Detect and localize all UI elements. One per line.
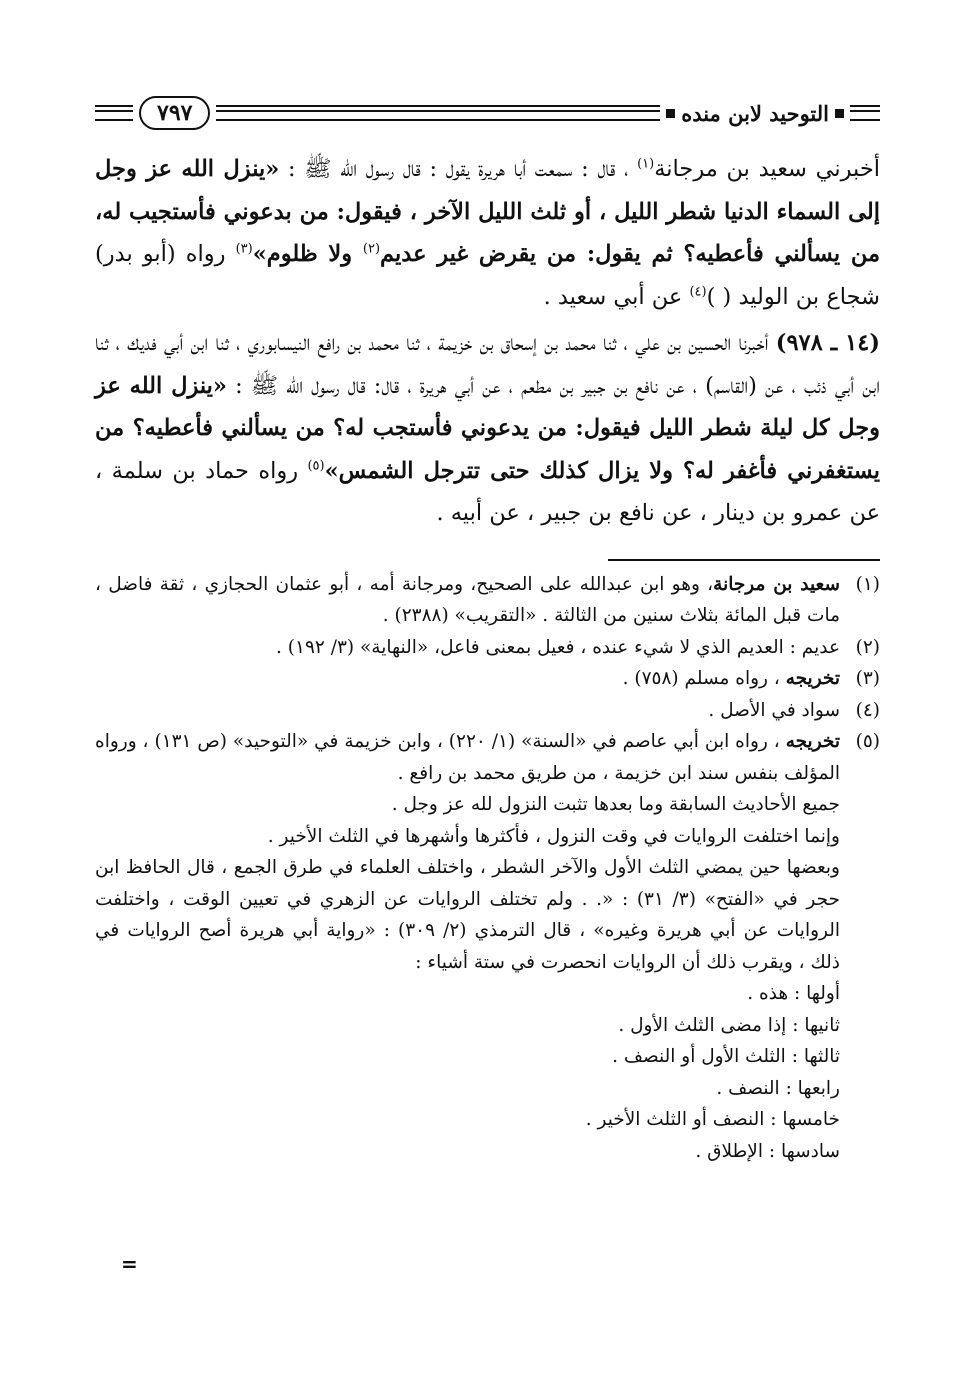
continuation-mark: = — [121, 1252, 138, 1276]
book-title: التوحيد لابن منده — [681, 100, 829, 126]
footnote-separator — [608, 559, 880, 561]
list-item: سادسها : الإطلاق . — [695, 1140, 840, 1162]
footnote-bold: سعيد بن مرجانة — [713, 573, 840, 595]
hadith-matn: «ينزل الله عز وجل إلى السماء الدنيا شطر الليل ، أو ثلث الليل الآخر ، فيقول: من بدعوني فأستجيب له، من يسألني فأعطيه؟ ثم يقول: من يقرض غير عديم — [95, 156, 881, 267]
hadith-matn: ولا ظلوم» — [252, 241, 363, 267]
footnote-ref: (٥) — [307, 458, 325, 473]
hadith-text: رواه (أبو بدر) شجاع بن الوليد ( ) — [95, 241, 880, 310]
footnote-continuation — [95, 789, 880, 1167]
footnote-line: وإنما اختلفت الروايات في وقت النزول ، فأكثرها وأشهرها في الثلث الأخير . — [267, 825, 840, 847]
footnote-ref: (٤) — [689, 284, 707, 299]
list-item: أولها : هذه . — [747, 983, 840, 1004]
footnote-text — [95, 695, 840, 727]
header-title-block — [666, 101, 844, 126]
footnote-body: ، رواه مسلم (٧٥٨) . — [622, 668, 786, 689]
hadith-paragraph — [95, 322, 880, 535]
footnote — [95, 695, 880, 727]
footnote — [95, 632, 880, 664]
list-item: رابعها : النصف . — [716, 1077, 840, 1099]
list-item: ثانيها : إذا مضى الثلث الأول . — [618, 1014, 840, 1036]
footnote-text — [95, 663, 840, 695]
footnote — [95, 569, 880, 632]
hadith-number: (١٤ ـ ٩٧٨) — [775, 330, 880, 356]
footnote-line: جميع الأحاديث السابقة وما بعدها تثبت النزول لله عز وجل . — [391, 794, 840, 815]
footnote-text — [95, 569, 840, 632]
list-item: ثالثها : الثلث الأول أو النصف . — [612, 1046, 840, 1067]
footnote-body: عديم : العديم الذي لا شيء عنده ، فعيل بمعنى فاعل، «النهاية» (٣/ ١٩٢) . — [276, 636, 840, 658]
footnotes — [95, 569, 880, 1168]
footnote-ref: (٣) — [235, 241, 253, 257]
footnote-line: وبعضها حين يمضي الثلث الأول والآخر الشطر ، واختلف العلماء في طرق الجمع ، قال الحافظ ابن حجر في «الفتح» (٣/ ٣١) : «. . ولم تختلف الروايات عن الزهري في تعيين الوقت ، واختلفت الروايات عن أبي هريرة وغيره» ، قال الترمذي (٢/ ٣٠٩) : «رواية أبي هريرة أصح الروايات في ذلك ، ويقرب ذلك أن الروايات انحصرت في ستة أشياء : — [95, 857, 840, 973]
footnote-number: (٤) — [855, 699, 880, 721]
footnote — [95, 663, 880, 695]
footnote-ref: (١) — [637, 156, 655, 172]
footnote-number: (٣) — [855, 668, 880, 689]
footnote-number: (٥) — [855, 731, 880, 752]
footnote-ref: (٢) — [362, 241, 381, 257]
book-page — [95, 88, 880, 1288]
hadith-text: أخبرنا الحسين بن علي ، ثنا محمد بن إسحاق بن خزيمة ، ثنا محمد بن رافع النيسابوري ، ثنا ابن أبي فديك ، ثنا ابن أبي ذئب ، عن (القاسم) ، عن نافع بن جبير بن مطعم ، عن أبي هريرة ، قال: قال رسول الله ﷺ : — [95, 330, 880, 399]
square-ornament-icon — [666, 109, 675, 118]
footnote-number: (١) — [855, 573, 880, 595]
footnote — [95, 726, 880, 789]
footnote-body: ، رواه ابن أبي عاصم في «السنة» (١/ ٢٢٠) ، وابن خزيمة في «التوحيد» (ص ١٣١) ، ورواه المؤلف بنفس سند ابن خزيمة ، من طريق محمد بن رافع . — [95, 731, 840, 784]
list-item: خامسها : النصف أو الثلث الأخير . — [585, 1109, 840, 1130]
hadith-matn: «ينزل الله عز وجل كل ليلة شطر الليل فيقول: من يدعوني فأستجب له؟ من يسألني فأعطيه؟ من يستغفرني فأغفر له؟ ولا يزال كذلك حتى تترجل الشمس» — [95, 372, 880, 484]
hadith-text: عن أبي سعيد . — [543, 283, 690, 310]
hadith-text: ، قال : سمعت أبا هريرة يقول : قال رسول الله ﷺ : — [279, 156, 638, 182]
footnote-number: (٢) — [855, 636, 880, 658]
page-number: ٧٩٧ — [139, 96, 210, 130]
footnote-text — [95, 632, 840, 664]
hadith-paragraph — [95, 148, 880, 318]
footnote-body: سواد في الأصل . — [708, 699, 840, 721]
running-header — [95, 88, 880, 138]
footnote-text — [95, 726, 840, 789]
footnote-body: ، وهو ابن عبدالله على الصحيح، ومرجانة أمه ، أبو عثمان الحجازي ، ثقة فاضل ، مات قبل المائة بثلاث سنين من الثالثة . «التقريب» (٢٣٨٨) . — [95, 573, 840, 626]
header-rule — [216, 105, 660, 121]
hadith-text: أخبرني سعيد بن مرجانة — [654, 156, 880, 182]
header-rule — [95, 105, 133, 121]
main-text — [95, 148, 880, 535]
hadith-text: رواه حماد بن سلمة ، عن عمرو بن دينار ، عن نافع بن جبير ، عن أبيه . — [95, 457, 880, 526]
footnote-bold: تخريجه — [785, 731, 840, 752]
header-rule — [850, 105, 880, 121]
square-ornament-icon — [835, 109, 844, 118]
footnote-bold: تخريجه — [785, 668, 840, 689]
